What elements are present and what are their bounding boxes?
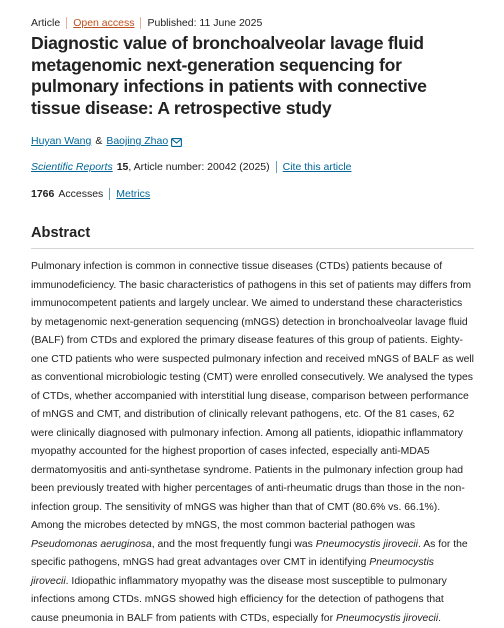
pathogen-name: Pneumocystis jirovecii: [31, 557, 434, 587]
published-date: Published: 11 June 2025: [147, 17, 263, 29]
pathogen-name: Pseudomonas aeruginosa: [31, 538, 152, 550]
mail-icon[interactable]: [171, 137, 182, 146]
access-count: 1766: [31, 188, 55, 200]
cite-this-article-link[interactable]: Cite this article: [282, 161, 352, 173]
citation-line: [31, 160, 474, 174]
author-list: [31, 134, 474, 148]
article-type: Article: [31, 17, 61, 29]
metrics-link[interactable]: Metrics: [116, 188, 151, 200]
author-link-first[interactable]: Huyan Wang: [31, 135, 92, 147]
abstract-heading: Abstract: [31, 225, 91, 241]
pathogen-name: Pneumocystis jirovecii: [315, 538, 418, 550]
abstract-text-part: .: [438, 612, 442, 624]
article-title: Diagnostic value of bronchoalveolar lavage fluid metagenomic next-generation sequencing for pulmonary infections in patients with connective tissue disease: A retrospective study: [31, 33, 427, 118]
author-separator: &: [95, 135, 103, 147]
citation-divider: [276, 161, 277, 173]
abstract-text-part: , and the most frequently fungi was: [151, 538, 316, 550]
abstract-text-part: . As for the specific pathogens, mNGS had great advantages over CMT in identifying: [31, 538, 468, 568]
article-meta: [31, 16, 474, 30]
abstract-text-part: Pulmonary infection is common in connective tissue diseases (CTDs) patients because of immunodeficiency. The basic characteristics of pathogens in this set of patients may differs from immunocompetent patients and largely unclear. We aimed to understand these characteristics by metagenomic next-generation sequencing (mNGS) detection in bronchoalveolar lavage fluid (BALF) from CTDs and explored the primary disease features of this group of patients. Eighty-one CTD patients who were suspected pulmonary infection and received mNGS of BALF as well as conventional microbiologic testing (CMT) were enrolled consecutively. We analysed the types of CTDs, whether accompanied with interstitial lung disease, comparison between performance of mNGS and CMT, and distribution of clinically relevant pathogens, etc. Of the 81 cases, 62 were clinically diagnosed with pulmonary infection. Among all patients, idiopathic inflammatory myopathy accounted for the highest proportion of cases infected, especially anti-MDA5 dermatomyositis and anti-synthetase syndrome. Patients in the pulmonary infection group had been previously treated with higher percentages of anti-rheumatic drugs than those in the non-infection group. The sensitivity of mNGS was higher than that of CMT (80.6% vs. 66.1%). Among the microbes detected by mNGS, the most common bacterial pathogen was: [31, 261, 474, 531]
meta-divider: [66, 17, 67, 29]
meta-divider: [140, 17, 141, 29]
open-access-link[interactable]: Open access: [73, 17, 135, 29]
journal-volume: 15: [116, 161, 129, 173]
access-label: Accesses: [58, 188, 104, 200]
citation-details: , Article number: 20042 (2025): [128, 161, 270, 173]
pathogen-name: Pneumocystis jirovecii: [335, 612, 439, 624]
author-link-second[interactable]: Baojing Zhao: [106, 135, 169, 147]
abstract-paragraph: [31, 258, 474, 628]
abstract-divider: [31, 248, 474, 249]
metrics-divider: [109, 188, 110, 200]
abstract-text-part: . Idiopathic inflammatory myopathy was the disease most susceptible to pulmonary infections among CTDs. mNGS showed high efficiency for the detection of pathogens that cause pneumonia in BALF from patients with CTDs, especially for: [31, 575, 447, 624]
metrics-row: [31, 187, 474, 201]
journal-link[interactable]: Scientific Reports: [31, 161, 113, 173]
